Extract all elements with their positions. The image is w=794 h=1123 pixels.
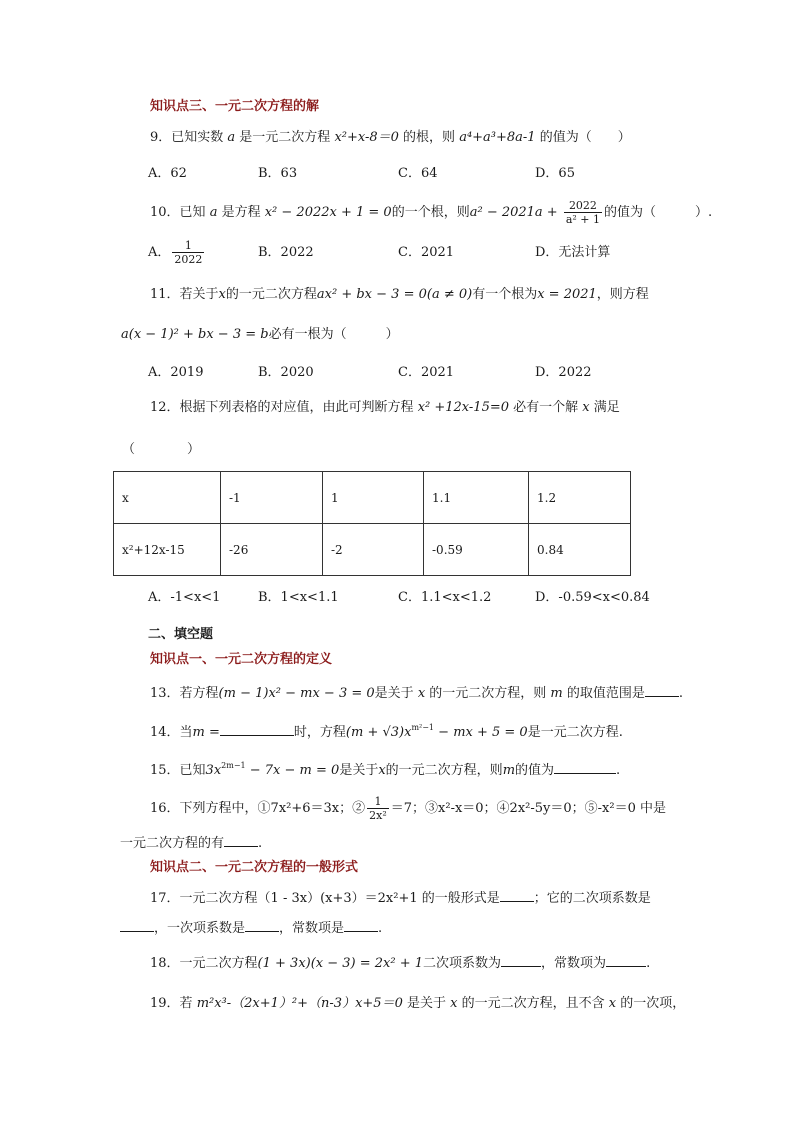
q10-option-b: B．2022 [258, 245, 314, 260]
table-row [114, 524, 631, 576]
q11-option-a: A．2019 [148, 365, 204, 380]
heading-knowledge-point-1: 知识点一、一元二次方程的定义 [150, 652, 333, 667]
question-19: 19．若 m²x³-（2x+1）²+（n-3）x+5＝0 是关于 x 的一元二次方程，且不含 x 的一次项， [150, 996, 686, 1011]
question-11-stem-line2: a(x − 1)² + bx − 3 = b必有一根为（ ） [121, 327, 399, 342]
answer-blank[interactable] [120, 917, 154, 932]
answer-blank[interactable] [344, 917, 378, 932]
table-cell: 1.1 [424, 472, 529, 524]
q9-option-d: D．65 [535, 166, 575, 181]
q11-option-d: D．2022 [535, 365, 592, 380]
table-cell: 1 [323, 472, 424, 524]
q10-option-a: A． $\frac{1}{2022}$ [148, 239, 203, 266]
question-16-line2: 一元二次方程的有 . [120, 832, 262, 854]
answer-blank[interactable] [554, 759, 616, 774]
answer-blank[interactable] [501, 952, 541, 967]
heading-knowledge-point-3: 知识点三、一元二次方程的解 [150, 99, 320, 114]
table-cell: -1 [221, 472, 323, 524]
table-cell: -0.59 [424, 524, 529, 576]
table-cell: 1.2 [529, 472, 631, 524]
answer-blank[interactable] [500, 887, 534, 902]
question-12-stem-line1: 12．根据下列表格的对应值，由此可判断方程 x² +12x-15=0 必有一个解 x 满足 [150, 400, 620, 415]
question-17-line1: 17．一元二次方程（1 - 3x）(x+3）＝2x²+1 的一般形式是 ；它的二次项系数是 [150, 887, 651, 909]
table-cell: 0.84 [529, 524, 631, 576]
answer-blank[interactable] [224, 832, 258, 847]
question-14: 14．当m = 时，方程$(m + √3)x^{m^2-1}$ − mx + 5 = 0是一元二次方程. [150, 723, 623, 740]
table-cell: -2 [323, 524, 424, 576]
question-12-answer-parens: （ ） [122, 442, 201, 457]
q10-option-d: D．无法计算 [535, 245, 611, 260]
table-cell: x²+12x-15 [114, 524, 221, 576]
question-9-stem: 9．已知实数 a 是一元二次方程 x²+x-8＝0 的根，则 a⁴+a³+8a-1 的值为（ ） [150, 130, 631, 145]
value-table [113, 471, 631, 576]
q11-option-b: B．2020 [258, 365, 314, 380]
question-17-line2: ，一次项系数是 ，常数项是 . [120, 917, 382, 939]
table-cell: x [114, 472, 221, 524]
q10-option-c: C．2021 [398, 245, 455, 260]
q12-option-a: A．-1<x<1 [148, 590, 221, 605]
question-16-line1: 16．下列方程中，①7x²+6＝3x；② $\frac{1}{\text{2x²}}$ ＝7；③x²-x＝0；④2x²-5y＝0；⑤-x²＝0 中是 [150, 795, 666, 822]
question-10-stem: 10．已知 a 是方程 x² − 2022x + 1 = 0的一个根，则a² − 2021a + $\frac{2022}{\text{a² + 1}}$ 的值为（ ）. [150, 199, 713, 226]
q9-option-b: B．63 [258, 166, 298, 181]
q16-fraction: $\frac{1}{\text{2x²}}$ [369, 795, 387, 822]
question-13: 13．若方程(m − 1)x² − mx − 3 = 0是关于 x 的一元二次方程，则 m 的取值范围是 . [150, 682, 683, 704]
question-18: 18．一元二次方程(1 + 3x)(x − 3) = 2x² + 1二次项系数为 ，常数项为 . [150, 952, 650, 974]
q12-option-d: D．-0.59<x<0.84 [535, 590, 650, 605]
q9-option-a: A．62 [148, 166, 187, 181]
q12-option-b: B．1<x<1.1 [258, 590, 339, 605]
table-cell: -26 [221, 524, 323, 576]
section-title-fill-in: 二、填空题 [148, 627, 214, 642]
answer-blank[interactable] [245, 917, 279, 932]
answer-blank[interactable] [645, 682, 679, 697]
answer-blank[interactable] [220, 721, 294, 736]
q10-fraction: $\frac{2022}{\text{a² + 1}}$ [565, 199, 601, 226]
question-15: 15．已知$3x^{2m-1} - 7x - m = 0$是关于x的一元二次方程，则m的值为 . [150, 761, 621, 778]
answer-blank[interactable] [606, 952, 646, 967]
q12-option-c: C．1.1<x<1.2 [398, 590, 492, 605]
q11-option-c: C．2021 [398, 365, 455, 380]
heading-knowledge-point-2: 知识点二、一元二次方程的一般形式 [150, 860, 359, 875]
q9-option-c: C．64 [398, 166, 438, 181]
question-11-stem-line1: 11．若关于x的一元二次方程ax² + bx − 3 = 0(a ≠ 0)有一个根为x = 2021，则方程 [150, 287, 649, 302]
table-row [114, 472, 631, 524]
